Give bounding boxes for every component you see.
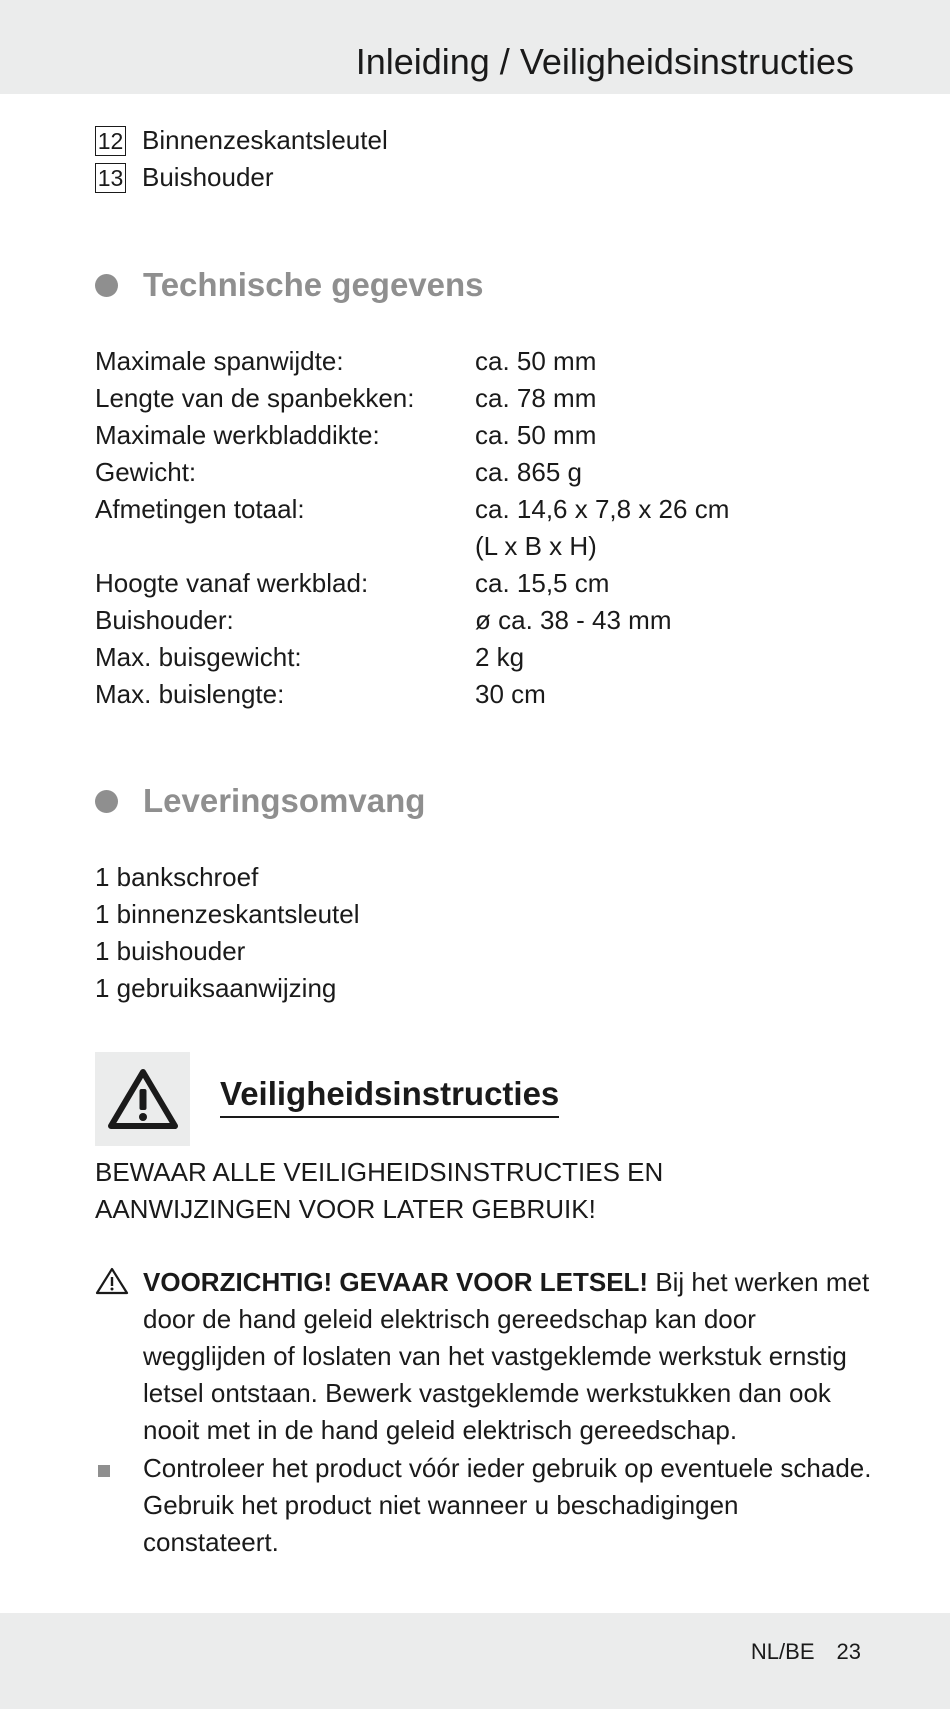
warning-paragraph [95, 1264, 875, 1449]
delivery-item: 1 gebruiksaanwijzing [95, 973, 337, 1003]
spec-value-line: ca. 14,6 x 7,8 x 26 cm [475, 494, 730, 524]
safety-title: Veiligheidsinstructies [220, 1074, 559, 1118]
warning-body: Bij het werken met door de hand geleid elektrisch gereedschap kan door wegglijden of loslaten van het vastgeklemde werkstuk ernstig letsel ontstaan. Bewerk vastgeklemde werkstukken dan ook nooit met in de hand geleid elektrisch gereedschap. [143, 1267, 870, 1445]
spec-label: Max. buisgewicht: [95, 642, 302, 672]
spec-value: ca. 50 mm [475, 420, 597, 450]
parts-list [95, 122, 388, 196]
spec-value: ø ca. 38 - 43 mm [475, 605, 672, 635]
technical-heading [95, 265, 484, 305]
spec-label: Max. buislengte: [95, 679, 285, 709]
delivery-item: 1 buishouder [95, 936, 246, 966]
spec-value: 2 kg [475, 642, 525, 672]
part-item [95, 122, 388, 159]
spec-label: Hoogte vanaf werkblad: [95, 568, 369, 598]
square-bullet-icon [98, 1465, 110, 1477]
part-item [95, 159, 388, 196]
technical-heading-text: Technische gegevens [143, 266, 484, 303]
spec-row [95, 343, 729, 380]
spec-value: ca. 50 mm [475, 346, 597, 376]
part-label: Buishouder [142, 162, 274, 192]
spec-value: ca. 78 mm [475, 383, 597, 413]
spec-row [95, 602, 729, 639]
spec-label: Afmetingen totaal: [95, 494, 305, 524]
spec-value: 30 cm [475, 679, 546, 709]
spec-row [95, 454, 729, 491]
caution-icon [95, 1266, 129, 1296]
spec-value-line: (L x B x H) [475, 531, 597, 561]
spec-value: ca. 15,5 cm [475, 568, 610, 598]
page-number: 23 [836, 1639, 861, 1664]
spec-label: Lengte van de spanbekken: [95, 383, 415, 413]
warning-strong: VOORZICHTIG! GEVAAR VOOR LETSEL! [143, 1267, 649, 1297]
warning-triangle-box [95, 1052, 190, 1146]
spec-row [95, 417, 729, 454]
delivery-heading-text: Leveringsomvang [143, 782, 426, 819]
keep-notice-line: AANWIJZINGEN VOOR LATER GEBRUIK! [95, 1194, 596, 1224]
bullet-text: Controleer het product vóór ieder gebruik op eventuele schade. Gebruik het product niet wanneer u beschadigingen constateert. [143, 1453, 872, 1557]
delivery-item: 1 bankschroef [95, 862, 259, 892]
spec-row [95, 565, 729, 602]
part-number: 13 [95, 163, 126, 193]
spec-row [95, 639, 729, 676]
bullet-dot-icon [95, 790, 118, 813]
warning-triangle-icon [107, 1067, 179, 1131]
bullet-dot-icon [95, 274, 118, 297]
warning-text [143, 1264, 875, 1449]
spec-label: Gewicht: [95, 457, 197, 487]
keep-notice [95, 1154, 875, 1228]
spec-label: Maximale spanwijdte: [95, 346, 344, 376]
footer-locale: NL/BE [750, 1639, 815, 1664]
spec-label: Maximale werkbladdikte: [95, 420, 380, 450]
safety-bullet [95, 1450, 875, 1561]
spec-row [95, 380, 729, 417]
part-number: 12 [95, 126, 126, 156]
spec-table [95, 343, 729, 713]
part-label: Binnenzeskantsleutel [142, 125, 388, 155]
delivery-heading [95, 781, 425, 821]
spec-row [95, 676, 729, 713]
spec-label: Buishouder: [95, 605, 234, 635]
page-title: Inleiding / Veiligheidsinstructies [355, 41, 854, 82]
delivery-item: 1 binnenzeskantsleutel [95, 899, 360, 929]
delivery-list [95, 859, 360, 1007]
footer [751, 1637, 861, 1667]
spec-value: ca. 865 g [475, 457, 582, 487]
keep-notice-line: BEWAAR ALLE VEILIGHEIDSINSTRUCTIES EN [95, 1157, 664, 1187]
spec-row [95, 491, 729, 565]
spec-value [475, 491, 729, 565]
